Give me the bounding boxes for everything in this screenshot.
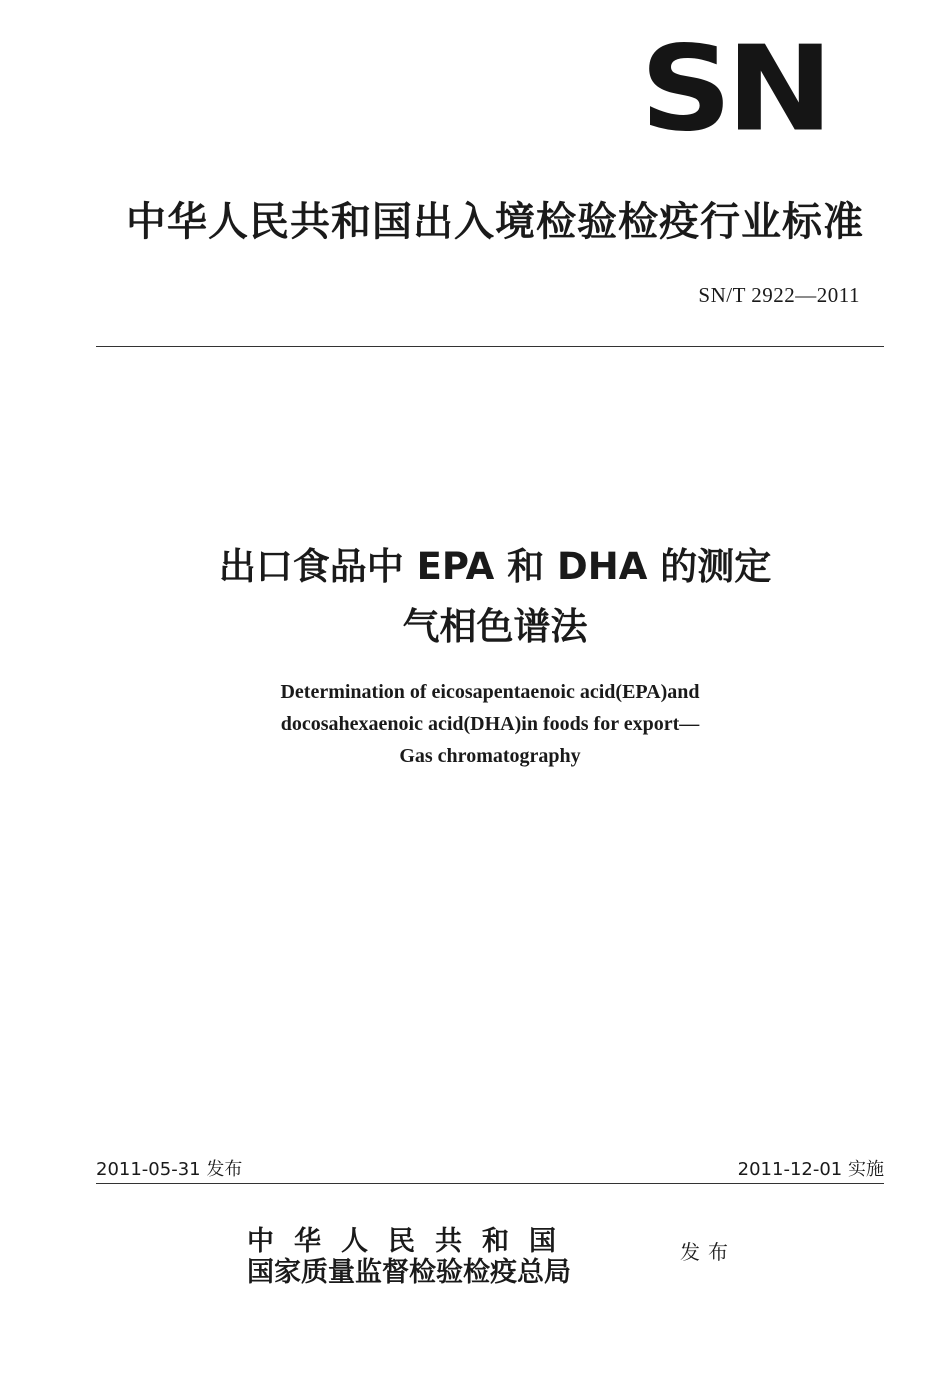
- chinese-title-line-1: 出口食品中 EPA 和 DHA 的测定: [218, 545, 772, 588]
- english-title-line-3: Gas chromatography: [399, 745, 581, 767]
- implementation-date: 2011-12-01 实施: [737, 1159, 884, 1180]
- bottom-divider: [96, 1183, 884, 1184]
- issuer-line-1: 中华人民共和国: [247, 1226, 576, 1257]
- english-title-line-1: Determination of eicosapentaenoic acid(EPA)and: [280, 681, 700, 703]
- chinese-title-line-2: 气相色谱法: [402, 605, 588, 648]
- industry-standard-title: 中华人民共和国出入境检验检疫行业标准: [126, 199, 864, 245]
- english-title-line-2: docosahexaenoic acid(DHA)in foods for export—: [280, 713, 700, 735]
- issuer-line-2: 国家质量监督检验检疫总局: [247, 1257, 571, 1288]
- top-divider: [96, 346, 884, 347]
- sn-logo: SN: [640, 42, 828, 138]
- standard-number: SN/T 2922—2011: [698, 283, 860, 307]
- issue-date: 2011-05-31 发布: [96, 1159, 243, 1180]
- publish-label: 发布: [680, 1240, 736, 1264]
